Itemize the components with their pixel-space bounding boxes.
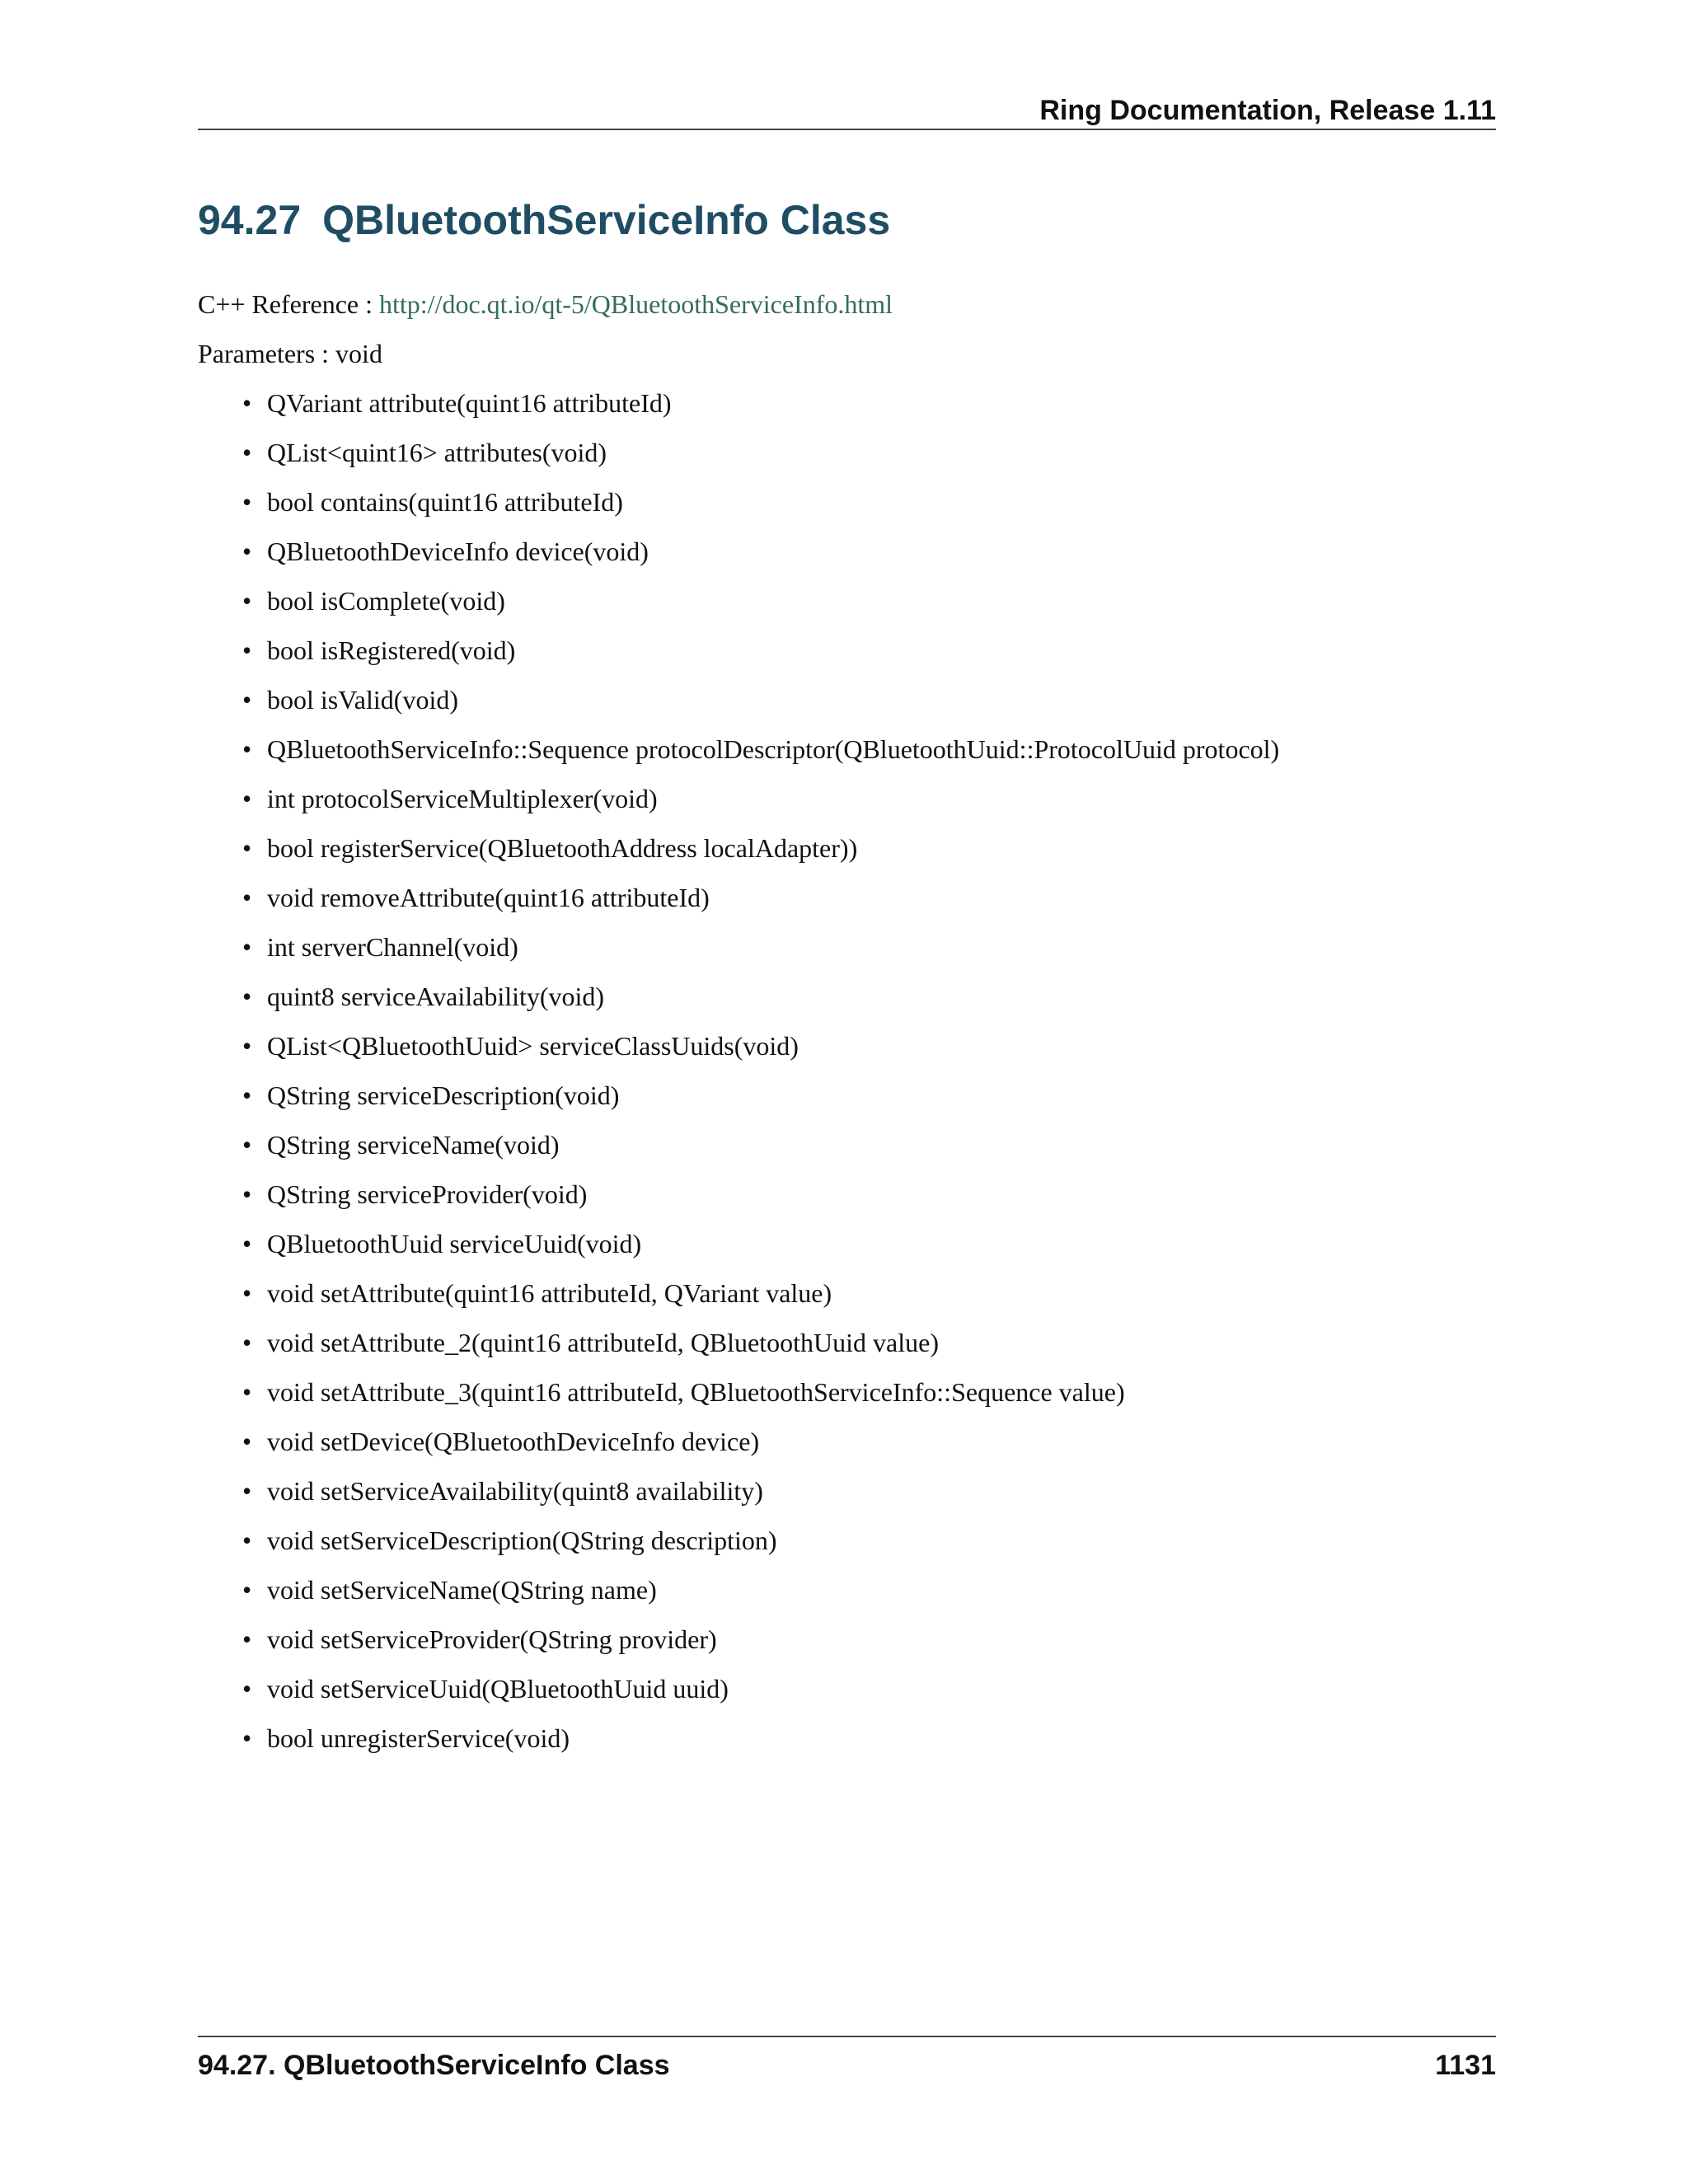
bullet-icon: • — [242, 537, 252, 566]
page-header — [198, 92, 1496, 130]
method-signature: QString serviceDescription(void) — [267, 1080, 620, 1110]
method-signature: bool isValid(void) — [267, 685, 458, 715]
method-signature: bool contains(quint16 attributeId) — [267, 487, 623, 517]
bullet-icon: • — [242, 982, 252, 1011]
bullet-icon: • — [242, 1526, 252, 1555]
bullet-icon: • — [242, 438, 252, 467]
bullet-icon: • — [242, 883, 252, 912]
bullet-icon: • — [242, 635, 252, 665]
parameters-line: Parameters : void — [198, 339, 382, 368]
footer-section-label: 94.27. QBluetoothServiceInfo Class — [198, 2050, 670, 2081]
method-signature: bool unregisterService(void) — [267, 1723, 570, 1753]
method-signature: void setServiceProvider(QString provider) — [267, 1624, 717, 1654]
bullet-icon: • — [242, 1179, 252, 1209]
method-signature: void setAttribute_2(quint16 attributeId, QBluetoothUuid value) — [267, 1328, 939, 1357]
section-number: 94.27 — [198, 197, 302, 243]
bullet-icon: • — [242, 685, 252, 715]
method-signature: QBluetoothDeviceInfo device(void) — [267, 537, 649, 566]
section-title: QBluetoothServiceInfo Class — [322, 197, 891, 243]
method-signature: QVariant attribute(quint16 attributeId) — [267, 388, 672, 418]
bullet-icon: • — [242, 586, 252, 616]
page-number: 1131 — [1435, 2050, 1496, 2081]
method-signature: int serverChannel(void) — [267, 932, 518, 962]
bullet-icon: • — [242, 1031, 252, 1061]
page-footer — [198, 2036, 1496, 2087]
bullet-icon: • — [242, 1377, 252, 1407]
bullet-icon: • — [242, 1328, 252, 1357]
method-signature: QBluetoothServiceInfo::Sequence protocolDescriptor(QBluetoothUuid::ProtocolUuid protocol) — [267, 734, 1280, 764]
method-signature: void setDevice(QBluetoothDeviceInfo device) — [267, 1427, 760, 1456]
bullet-icon: • — [242, 1674, 252, 1704]
bullet-icon: • — [242, 1080, 252, 1110]
method-signature: void setServiceName(QString name) — [267, 1575, 657, 1605]
method-signature: QBluetoothUuid serviceUuid(void) — [267, 1229, 642, 1258]
bullet-icon: • — [242, 833, 252, 863]
bullet-icon: • — [242, 1278, 252, 1308]
method-signature: void setAttribute_3(quint16 attributeId, QBluetoothServiceInfo::Sequence value) — [267, 1377, 1125, 1407]
bullet-icon: • — [242, 1624, 252, 1654]
method-signature: quint8 serviceAvailability(void) — [267, 982, 605, 1011]
running-title: Ring Documentation, Release 1.11 — [1039, 95, 1496, 126]
bullet-icon: • — [242, 1575, 252, 1605]
bullet-icon: • — [242, 1427, 252, 1456]
bullet-icon: • — [242, 1130, 252, 1160]
cpp-reference — [198, 286, 893, 322]
bullet-icon: • — [242, 784, 252, 813]
reference-link[interactable]: http://doc.qt.io/qt-5/QBluetoothServiceInfo.html — [379, 289, 893, 319]
bullet-icon: • — [242, 1476, 252, 1506]
method-signature: void removeAttribute(quint16 attributeId) — [267, 883, 710, 912]
method-signature: QList<quint16> attributes(void) — [267, 438, 607, 467]
method-signature: QList<QBluetoothUuid> serviceClassUuids(void) — [267, 1031, 799, 1061]
method-signature: bool isRegistered(void) — [267, 635, 516, 665]
method-signature: int protocolServiceMultiplexer(void) — [267, 784, 658, 813]
bullet-icon: • — [242, 734, 252, 764]
method-signature: void setServiceAvailability(quint8 availability) — [267, 1476, 763, 1506]
bullet-icon: • — [242, 388, 252, 418]
bullet-icon: • — [242, 1229, 252, 1258]
bullet-icon: • — [242, 1723, 252, 1753]
bullet-icon: • — [242, 487, 252, 517]
method-signature: bool isComplete(void) — [267, 586, 505, 616]
bullet-icon: • — [242, 932, 252, 962]
method-signature: QString serviceProvider(void) — [267, 1179, 588, 1209]
method-signature: void setServiceDescription(QString description) — [267, 1526, 777, 1555]
reference-label: C++ Reference : — [198, 289, 379, 319]
method-signature: bool registerService(QBluetoothAddress localAdapter)) — [267, 833, 858, 863]
method-signature: void setServiceUuid(QBluetoothUuid uuid) — [267, 1674, 729, 1704]
method-signature: void setAttribute(quint16 attributeId, QVariant value) — [267, 1278, 832, 1308]
method-signature: QString serviceName(void) — [267, 1130, 560, 1160]
section-heading — [198, 191, 890, 249]
